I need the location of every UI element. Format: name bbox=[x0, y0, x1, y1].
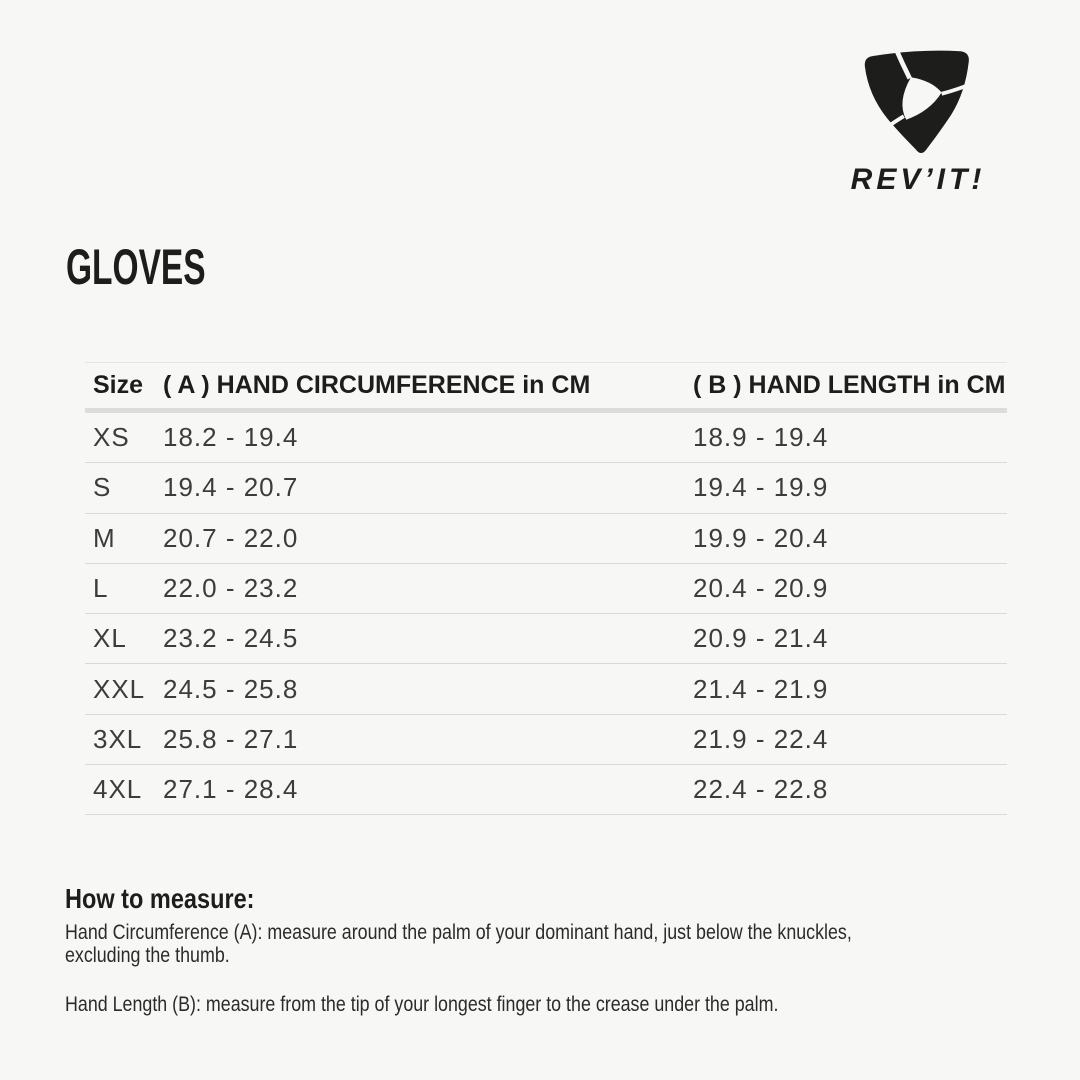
table-row bbox=[85, 463, 1007, 513]
size-cell: S bbox=[93, 472, 112, 503]
hand-circumference-cell: 25.8 - 27.1 bbox=[163, 723, 299, 754]
table-row bbox=[85, 664, 1007, 714]
how-to-measure-heading: How to measure: bbox=[65, 883, 255, 914]
page-title: GLOVES bbox=[66, 239, 206, 295]
hand-circumference-cell: 27.1 - 28.4 bbox=[163, 774, 299, 805]
revit-wordmark: REV’IT! bbox=[850, 163, 986, 196]
size-cell: 4XL bbox=[93, 774, 143, 805]
size-cell: 3XL bbox=[93, 723, 143, 754]
size-cell: L bbox=[93, 573, 109, 604]
table-row bbox=[85, 765, 1007, 815]
hand-circumference-cell: 20.7 - 22.0 bbox=[163, 522, 299, 553]
table-row bbox=[85, 715, 1007, 765]
column-header-hand-circumference: ( A ) HAND CIRCUMFERENCE in CM bbox=[163, 371, 591, 399]
revit-shield-icon bbox=[859, 47, 977, 157]
size-cell: XXL bbox=[93, 673, 146, 704]
table-row bbox=[85, 514, 1007, 564]
hand-length-cell: 21.4 - 21.9 bbox=[693, 673, 829, 704]
hand-length-instructions: Hand Length (B): measure from the tip of your longest finger to the crease under the palm. bbox=[65, 993, 779, 1016]
hand-length-cell: 19.4 - 19.9 bbox=[693, 472, 829, 503]
size-chart-table bbox=[85, 362, 1007, 815]
hand-circumference-cell: 24.5 - 25.8 bbox=[163, 673, 299, 704]
table-header-row bbox=[85, 362, 1007, 408]
hand-length-cell: 20.9 - 21.4 bbox=[693, 623, 829, 654]
table-row bbox=[85, 614, 1007, 664]
hand-circumference-cell: 22.0 - 23.2 bbox=[163, 573, 299, 604]
hand-length-cell: 21.9 - 22.4 bbox=[693, 723, 829, 754]
hand-length-cell: 20.4 - 20.9 bbox=[693, 573, 829, 604]
instruction-line: excluding the thumb. bbox=[65, 944, 230, 967]
size-cell: XL bbox=[93, 623, 127, 654]
hand-circumference-cell: 23.2 - 24.5 bbox=[163, 623, 299, 654]
hand-circumference-cell: 19.4 - 20.7 bbox=[163, 472, 299, 503]
revit-logo bbox=[838, 47, 998, 197]
table-row bbox=[85, 413, 1007, 463]
column-header-hand-length: ( B ) HAND LENGTH in CM bbox=[693, 371, 1006, 399]
instruction-line: Hand Circumference (A): measure around the palm of your dominant hand, just below the knuckles, bbox=[65, 921, 852, 944]
table-row bbox=[85, 564, 1007, 614]
hand-length-cell: 19.9 - 20.4 bbox=[693, 522, 829, 553]
size-cell: M bbox=[93, 522, 116, 553]
hand-length-cell: 22.4 - 22.8 bbox=[693, 774, 829, 805]
hand-circumference-instructions bbox=[65, 921, 852, 967]
size-cell: XS bbox=[93, 422, 130, 453]
hand-length-cell: 18.9 - 19.4 bbox=[693, 422, 829, 453]
column-header-size: Size bbox=[93, 371, 144, 399]
hand-circumference-cell: 18.2 - 19.4 bbox=[163, 422, 299, 453]
